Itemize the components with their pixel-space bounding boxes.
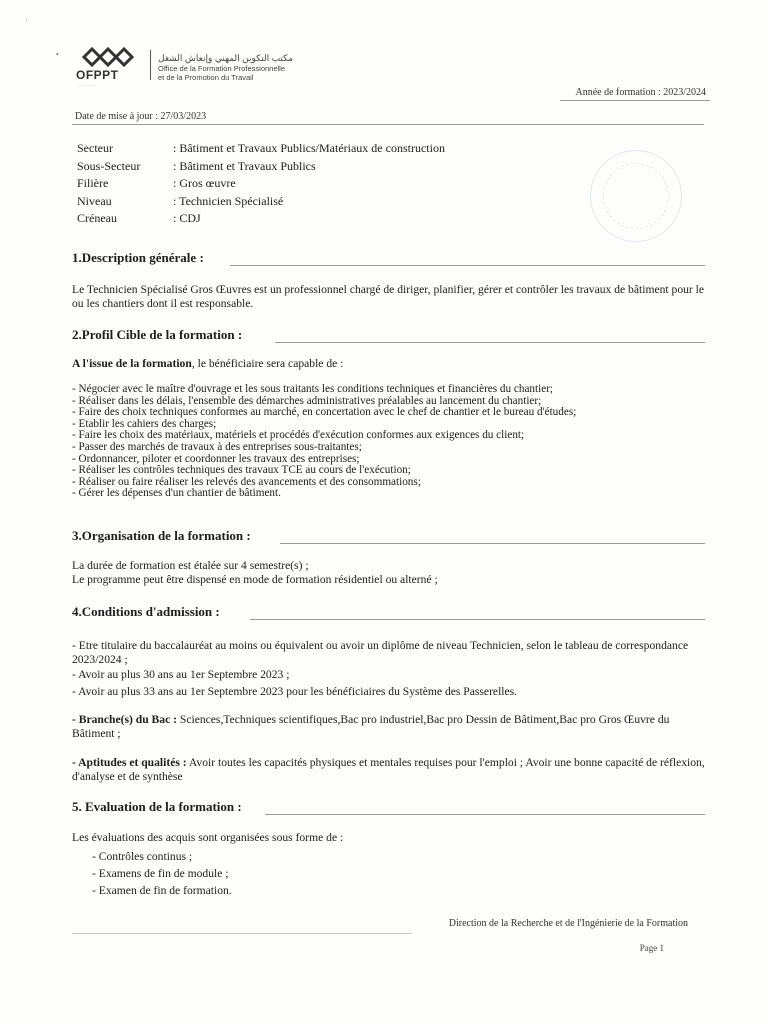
section-3-title: 3.Organisation de la formation : xyxy=(72,528,251,543)
logo-subtext: ············· xyxy=(78,83,96,88)
section-4-requirement-diploma: - Etre titulaire du baccalauréat au moins ou équivalent ou avoir un diplôme de niveau Technicien, selon le tableau de correspondance 2023/2024 ; xyxy=(72,639,689,666)
info-row-filiere: Filière : Gros œuvre xyxy=(77,176,236,190)
page-number: Page 1 xyxy=(639,943,664,953)
section-4-rule xyxy=(250,619,705,620)
section-3-line1: La durée de formation est étalée sur 4 semestre(s) ; xyxy=(72,559,309,572)
list-item: - Faire les choix des matériaux, matériels et procédés d'exécution conformes aux exigences du client; xyxy=(72,429,525,442)
section-4-aptitudes xyxy=(72,756,712,784)
org-name-arabic: مكتب التكوين المهني وإنعاش الشغل xyxy=(158,53,293,63)
aptitudes-label: - Aptitudes et qualités : xyxy=(72,756,187,769)
section-2-list xyxy=(72,384,722,500)
list-item: - Examens de fin de module ; xyxy=(92,867,229,880)
aptitudes-text: Avoir toutes les capacités physiques et mentales requises pour l'emploi ; Avoir une bonne capacité de réflexion, d'analyse et de synthèse xyxy=(72,756,705,783)
section-4-title: 4.Conditions d'admission : xyxy=(72,604,220,619)
scan-speck: ' xyxy=(26,18,28,27)
header-rule xyxy=(72,124,704,125)
scan-speck: • xyxy=(56,50,59,59)
info-row-secteur: Secteur : Bâtiment et Travaux Publics/Matériaux de construction xyxy=(77,141,445,155)
list-item: - Contrôles continus ; xyxy=(92,850,193,863)
list-item: - Gérer les dépenses d'un chantier de bâtiment. xyxy=(72,487,281,500)
logo-text: OFPPT xyxy=(76,68,119,82)
update-date: Date de mise à jour : 27/03/2023 xyxy=(75,111,207,122)
footer-rule xyxy=(72,933,412,934)
section-1-rule xyxy=(230,265,705,266)
section-2-rule xyxy=(275,342,705,343)
section-4-bac-branches xyxy=(72,713,712,741)
training-year: Année de formation : 2023/2024 xyxy=(575,87,706,98)
stamp-watermark xyxy=(590,150,682,242)
ofppt-logo xyxy=(72,46,152,92)
section-2-intro-rest: , le bénéficiaire sera capable de : xyxy=(191,357,344,370)
list-item: - Faire des choix techniques conformes au marché, en concertation avec le chef de chantier et le bureau d'études; xyxy=(72,406,577,419)
list-item: - Réaliser dans les délais, l'ensemble des démarches administratives préalables au lancement du chantier; xyxy=(72,394,542,407)
section-2-title: 2.Profil Cible de la formation : xyxy=(72,327,243,342)
bac-branches-text: Sciences,Techniques scientifiques,Bac pro industriel,Bac pro Dessin de Bâtiment,Bac pro Gros Œuvre du Bâtiment ; xyxy=(72,713,670,740)
section-5-list xyxy=(92,848,232,899)
section-2-intro xyxy=(72,357,343,371)
footer-direction: Direction de la Recherche et de l'Ingénierie de la Formation xyxy=(448,918,688,929)
organization-name xyxy=(158,54,293,83)
org-name-line1: Office de la Formation Professionnelle xyxy=(158,63,286,73)
info-row-creneau: Créneau : CDJ xyxy=(77,211,201,225)
list-item: - Passer des marchés de travaux à des entreprises sous-traitantes; xyxy=(72,440,362,453)
section-4-requirement-passerelles: - Avoir au plus 33 ans au 1er Septembre 2023 pour les bénéficiaires du Système des Passerelles. xyxy=(72,685,518,698)
section-5-intro: Les évaluations des acquis sont organisées sous forme de : xyxy=(72,831,344,844)
section-1-text: Le Technicien Spécialisé Gros Œuvres est un professionnel chargé de diriger, planifier, gérer et contrôler les travaux de bâtiment pour le ou les chantiers dont il est responsable. xyxy=(72,283,705,310)
bac-branches-label: - Branche(s) du Bac : xyxy=(72,713,177,726)
list-item: - Etablir les cahiers des charges; xyxy=(72,417,217,430)
section-1-title: 1.Description générale : xyxy=(72,250,204,265)
program-info xyxy=(77,140,445,228)
section-4-requirement-age: - Avoir au plus 30 ans au 1er Septembre 2023 ; xyxy=(72,668,290,681)
section-3-rule xyxy=(280,543,705,544)
logo-mark-icon xyxy=(78,46,138,68)
section-5-title: 5. Evaluation de la formation : xyxy=(72,799,242,814)
list-item: - Réaliser les contrôles techniques des travaux TCE au cours de l'exécution; xyxy=(72,464,411,477)
info-row-niveau: Niveau : Technicien Spécialisé xyxy=(77,193,284,208)
header-divider xyxy=(150,50,151,80)
section-2-intro-bold: A l'issue de la formation xyxy=(72,357,192,370)
list-item: - Examen de fin de formation. xyxy=(92,884,232,897)
section-5-rule xyxy=(265,814,705,815)
list-item: - Négocier avec le maître d'ouvrage et les sous traitants les conditions techniques et financières du chantier; xyxy=(72,383,554,395)
year-underline xyxy=(560,100,710,101)
section-3-line2: Le programme peut être dispensé en mode de formation résidentiel ou alterné ; xyxy=(72,573,438,586)
info-row-sous-secteur: Sous-Secteur : Bâtiment et Travaux Publics xyxy=(77,158,316,173)
list-item: - Réaliser ou faire réaliser les relevés des avancements et des consommations; xyxy=(72,475,421,488)
list-item: - Ordonnancer, piloter et coordonner les travaux des entreprises; xyxy=(72,452,360,465)
org-name-line2: et de la Promotion du Travail xyxy=(158,73,254,82)
